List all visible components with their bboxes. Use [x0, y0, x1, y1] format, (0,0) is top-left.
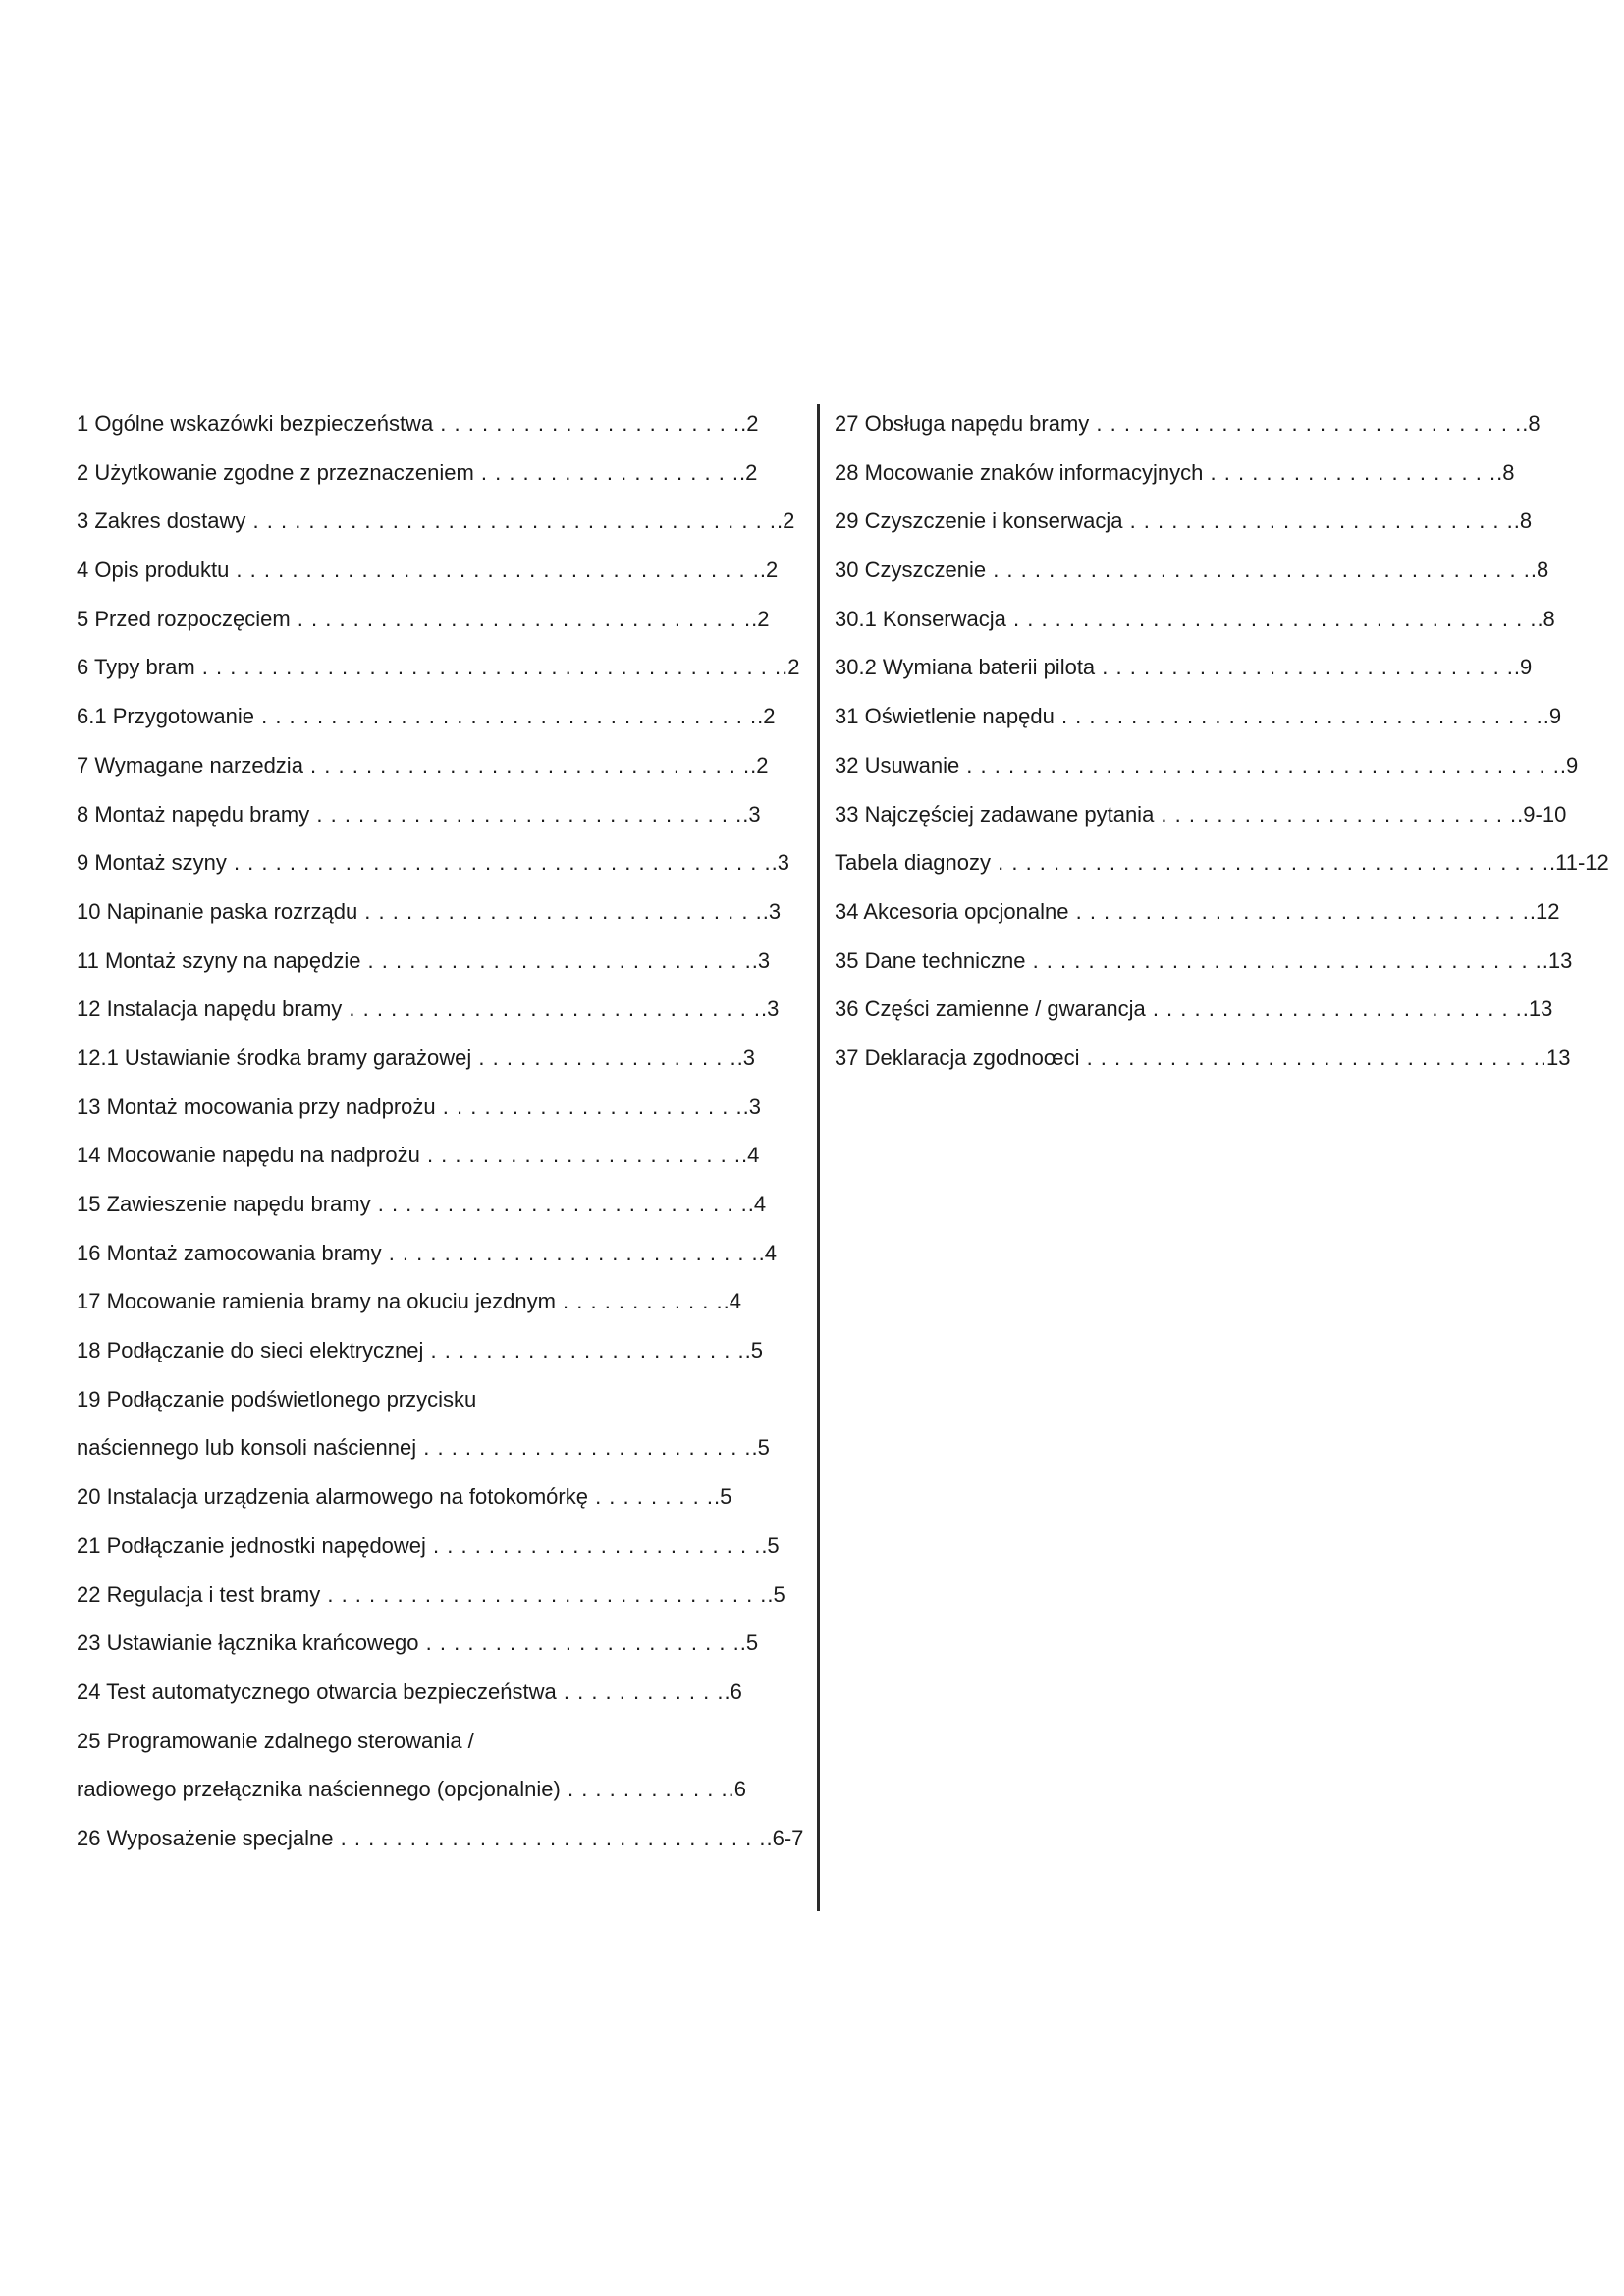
toc-entry [835, 697, 1562, 746]
toc-entry-title: 35 Dane techniczne [835, 947, 1026, 973]
toc-entry [77, 843, 789, 892]
toc-entry-leader: . . . . . . . . . . . . . . . . . . . . . . . [423, 1338, 745, 1363]
toc-entry-leader: . . . . . . . . . . . . . . . . . . . . . . [435, 1094, 743, 1119]
toc-entry-page: .2 [740, 411, 759, 436]
toc-entry-page: .3 [742, 801, 761, 827]
toc-entry-title: 11 Montaż szyny na napędzie [77, 947, 361, 973]
toc-entry-leader: . . . . . . . . . . . . . . . . . . . . . . . . . . . . . . . . . . . . . . . . . . [194, 655, 783, 680]
toc-entry-page: .13 [1540, 1044, 1571, 1070]
toc-entry-title: 12 Instalacja napędu bramy [77, 996, 343, 1022]
toc-entry-leader: . . . . . . . . . . . . [555, 1289, 724, 1314]
toc-entry [77, 404, 759, 454]
toc-entry-leader: . . . . . . . . . [587, 1484, 714, 1510]
toc-entry [77, 746, 769, 795]
toc-entry-leader: . . . . . . . . . . . . . . . . . . . [473, 459, 740, 485]
toc-entry [77, 795, 761, 844]
toc-entry [835, 454, 1542, 503]
toc-entry-leader: . . . . . . . . . . . . . . . . . . . . . . . . . . . . . . . . . . . . . . . . [991, 850, 1549, 876]
toc-entry [77, 648, 800, 697]
toc-entry-leader: . . . . . . . . . . . . . . . . . . . . . . . . . . . [381, 1240, 759, 1265]
toc-entry-title: Tabela diagnozy [835, 850, 992, 876]
toc-entry-leader: . . . . . . . . . . . . [560, 1777, 729, 1802]
toc-entry-leader: . . . . . . . . . . . . . . . . . . . . . . . . . . . . . . . [333, 1825, 767, 1850]
toc-entry [835, 843, 1609, 892]
toc-entry [77, 600, 770, 649]
toc-entry-title: 15 Zawieszenie napędu bramy [77, 1192, 371, 1216]
toc-entry-title: 20 Instalacja urządzenia alarmowego na fotokomórkę [77, 1484, 588, 1510]
toc-entry-leader: . . . . . . . . . . . . . . . . . . . . . . . . . . . . . . . . [302, 752, 751, 777]
toc-entry [77, 697, 776, 746]
toc-entry-title: naściennego lub konsoli naściennej [77, 1435, 417, 1461]
toc-entry [77, 1770, 744, 1819]
toc-entry [835, 892, 1560, 941]
toc-entry-title: 14 Mocowanie napędu na nadprożu [77, 1143, 420, 1168]
toc-entry-title: 37 Deklaracja zgodnoœci [835, 1044, 1080, 1070]
toc-entry [77, 1380, 744, 1429]
toc-entry [77, 892, 782, 941]
toc-entry-title: 29 Czyszczenie i konserwacja [835, 508, 1123, 534]
toc-entry-leader: . . . . . . . . . . . . . . . . . . . . . . . . . . . . . . . . . [1068, 898, 1530, 924]
toc-entry-page: .3 [736, 1044, 755, 1070]
toc-entry [77, 1526, 780, 1575]
toc-entry-leader: . . . . . . . . . . . . . . . . . . . . . . [433, 411, 741, 436]
toc-entry-leader: . . . . . . . . . . . . . . . . . . . . . . . . . . . . . . . . [320, 1581, 768, 1607]
toc-entry-page: .2 [739, 459, 758, 485]
toc-entry-leader: . . . . . . . . . . . . . . . . . . . . . . . . . . . . . . . . . . . [1054, 704, 1543, 729]
toc-entry-page: .8 [1530, 558, 1549, 583]
toc-entry-title: 8 Montaż napędu bramy [77, 801, 310, 827]
toc-entry [835, 551, 1549, 600]
toc-entry-page: .3 [742, 1094, 761, 1119]
toc-entry-title: 10 Napinanie paska rozrządu [77, 898, 358, 924]
toc-entry-page: .2 [750, 752, 769, 777]
toc-entry [835, 600, 1555, 649]
toc-entry-leader: . . . . . . . . . . . . . . . . . . . . . . . . . . . . . . . . . . . . . . [1005, 606, 1538, 631]
toc-entry-page: .2 [759, 558, 779, 583]
toc-entry [835, 502, 1542, 551]
toc-entry-title: 23 Ustawianie łącznika krańcowego [77, 1630, 419, 1656]
toc-entry-page: .2 [751, 606, 770, 631]
toc-entry-title: 7 Wymagane narzedzia [77, 752, 303, 777]
toc-entry [77, 1136, 760, 1185]
toc-entry [77, 1575, 785, 1625]
toc-left-column [77, 404, 804, 1868]
toc-entry-title: 12.1 Ustawianie środka bramy garażowej [77, 1044, 472, 1070]
toc-entry-page: .12 [1529, 898, 1560, 924]
toc-entry-title: 2 Użytkowanie zgodne z przeznaczeniem [77, 459, 474, 485]
toc-entry [77, 1039, 755, 1088]
toc-entry-page: .6 [728, 1777, 746, 1802]
toc-entry-leader: . . . . . . . . . . . . . . . . . . . . . . . . . . . . . . . . . . . . . . [229, 558, 760, 583]
toc-entry-title: 30.1 Konserwacja [835, 606, 1006, 631]
toc-entry [77, 454, 758, 503]
toc-entry-leader: . . . . . . . . . . . . . . . . . . . . . . . . [425, 1532, 762, 1558]
toc-entry-page: .5 [767, 1581, 785, 1607]
toc-entry-page: .6 [724, 1679, 742, 1704]
toc-entry [835, 1039, 1571, 1088]
toc-entry-title: 28 Mocowanie znaków informacyjnych [835, 459, 1204, 485]
toc-entry [77, 1331, 763, 1380]
toc-entry [77, 1185, 767, 1234]
toc-entry-page: .4 [747, 1192, 767, 1216]
toc-entry [835, 404, 1542, 454]
toc-entry-title: 16 Montaż zamocowania bramy [77, 1240, 382, 1265]
toc-entry-page: .5 [761, 1532, 780, 1558]
toc-entry-leader: . . . . . . . . . . . . . . . . . . . . . . . . [416, 1435, 752, 1461]
toc-entry-leader: . . . . . . . . . . . . . . . . . . . . . . . . . . . . . . [342, 996, 762, 1022]
toc-entry-leader: . . . . . . . . . . . . . . . . . . . . . . . . . . . . . . . . . [290, 606, 752, 631]
toc-entry [835, 795, 1567, 844]
toc-entry-title: 21 Podłączanie jednostki napędowej [77, 1532, 426, 1558]
toc-entry-page: .9 [1513, 655, 1533, 680]
toc-entry [835, 989, 1553, 1039]
toc-entry [77, 551, 779, 600]
toc-entry-page: .11-12 [1549, 850, 1609, 876]
toc-entry-title: 6 Typy bram [77, 655, 195, 680]
toc-entry-title: 25 Programowanie zdalnego sterowania / [77, 1728, 474, 1753]
toc-entry-title: 9 Montaż szyny [77, 850, 227, 876]
toc-entry-leader: . . . . . . . . . . . . . . . . . . . . . . . . . . . [1145, 996, 1523, 1022]
toc-entry-page: .4 [758, 1240, 778, 1265]
toc-entry-title: 18 Podłączanie do sieci elektrycznej [77, 1338, 424, 1363]
toc-entry-page: .4 [741, 1143, 760, 1168]
toc-entry-leader: . . . . . . . . . . . . . . . . . . . . . . . [418, 1630, 740, 1656]
toc-entry-leader: . . . . . . . . . . . . . . . . . . . . . . . [419, 1143, 741, 1168]
toc-entry-title: 24 Test automatycznego otwarcia bezpieczeństwa [77, 1679, 557, 1704]
toc-entry-title: 26 Wyposażenie specjalne [77, 1825, 334, 1850]
toc-entry [77, 1673, 744, 1722]
toc-entry [77, 502, 795, 551]
toc-entry-leader: . . . . . . . . . . . . . . . . . . . . . . . . . . . . . [357, 898, 763, 924]
toc-entry-leader: . . . . . . . . . . . . . . . . . . . . . . . . . . . . . . . . . . . . [254, 704, 758, 729]
toc-entry [835, 746, 1579, 795]
toc-entry-title: 17 Mocowanie ramienia bramy na okuciu jezdnym [77, 1289, 556, 1314]
toc-entry-leader: . . . . . . . . . . . . . . . . . . . . . [1203, 459, 1497, 485]
toc-entry-page: .2 [782, 655, 800, 680]
column-divider [817, 404, 820, 1911]
toc-entry [77, 1234, 778, 1283]
toc-entry-title: 19 Podłączanie podświetlonego przycisku [77, 1386, 477, 1412]
toc-entry-leader: . . . . . . . . . . . . . . . . . . . . . . . . . . . . . . . [1089, 411, 1523, 436]
toc-entry-title: 6.1 Przygotowanie [77, 704, 254, 729]
toc-entry [835, 941, 1573, 990]
toc-right-column [835, 404, 1609, 1088]
toc-entry [77, 1624, 759, 1673]
toc-entry-page: .9 [1543, 704, 1562, 729]
toc-entry-page: .8 [1496, 459, 1515, 485]
toc-entry-page: .2 [757, 704, 776, 729]
toc-entry-page: .5 [744, 1338, 763, 1363]
toc-entry-title: 30.2 Wymiana baterii pilota [835, 655, 1096, 680]
toc-entry-title: 5 Przed rozpoczęciem [77, 606, 291, 631]
toc-entry-title: 33 Najczęściej zadawane pytania [835, 801, 1155, 827]
toc-entry-leader: . . . . . . . . . . . . . . . . . . . . . . . . . . . . . . . . . . . . . . [245, 508, 777, 534]
toc-entry-page: .5 [751, 1435, 770, 1461]
toc-entry-page: .3 [761, 996, 780, 1022]
toc-entry-leader: . . . . . . . . . . . . . . . . . . . . . . . . . . . . . . [1095, 655, 1514, 680]
toc-entry-leader: . . . . . . . . . . . . [556, 1679, 725, 1704]
toc-entry-title: 31 Oświetlenie napędu [835, 704, 1055, 729]
toc-entry-page: .5 [739, 1630, 759, 1656]
toc-entry-title: 34 Akcesoria opcjonalne [835, 898, 1069, 924]
toc-entry-leader: . . . . . . . . . . . . . . . . . . . . . . . . . . . . [1122, 508, 1514, 534]
toc-entry-page: .13 [1542, 947, 1573, 973]
toc-entry [835, 648, 1542, 697]
toc-entry-leader: . . . . . . . . . . . . . . . . . . . . . . . . . . . . . . . . . . . . . . . [226, 850, 772, 876]
toc-entry [77, 1477, 744, 1526]
toc-entry-page: .9 [1559, 752, 1579, 777]
toc-entry-leader: . . . . . . . . . . . . . . . . . . . . . . . . . . . . . . . . . [1079, 1044, 1541, 1070]
toc-entry-page: .3 [762, 898, 782, 924]
toc-entry-leader: . . . . . . . . . . . . . . . . . . . . . . . . . . . . . . . [309, 801, 743, 827]
toc-entry-leader: . . . . . . . . . . . . . . . . . . . . . . . . . . . . . . . . . . . . . [1025, 947, 1543, 973]
toc-entry-title: radiowego przełącznika naściennego (opcjonalnie) [77, 1777, 561, 1802]
toc-entry [77, 1088, 761, 1137]
toc-entry-page: .13 [1522, 996, 1553, 1022]
toc-entry-title: 22 Regulacja i test bramy [77, 1581, 321, 1607]
toc-entry-title: 27 Obsługa napędu bramy [835, 411, 1090, 436]
toc-entry-leader: . . . . . . . . . . . . . . . . . . . . . . . . . . . [370, 1192, 748, 1216]
toc-entry-leader: . . . . . . . . . . . . . . . . . . . [471, 1044, 737, 1070]
toc-entry [77, 941, 771, 990]
toc-entry-page: .6-7 [766, 1825, 804, 1850]
toc-entry-leader: . . . . . . . . . . . . . . . . . . . . . . . . . . . . . . . . . . . . . . . . . . . [959, 752, 1560, 777]
toc-entry-page: .8 [1537, 606, 1555, 631]
toc-entry-leader: . . . . . . . . . . . . . . . . . . . . . . . . . . . . . . . . . . . . . . . [986, 558, 1531, 583]
toc-entry-page: .9-10 [1517, 801, 1567, 827]
toc-entry [77, 1428, 770, 1477]
toc-entry-page: .4 [723, 1289, 741, 1314]
toc-entry-leader: . . . . . . . . . . . . . . . . . . . . . . . . . . [1154, 801, 1518, 827]
toc-entry-page: .2 [776, 508, 795, 534]
toc-entry-title: 13 Montaż mocowania przy nadprożu [77, 1094, 436, 1119]
toc-entry-title: 1 Ogólne wskazówki bezpieczeństwa [77, 411, 434, 436]
toc-entry-title: 30 Czyszczenie [835, 558, 987, 583]
toc-entry-page: .8 [1522, 411, 1541, 436]
toc-entry-page: .5 [714, 1484, 732, 1510]
toc-entry [77, 989, 780, 1039]
toc-entry-title: 4 Opis produktu [77, 558, 230, 583]
toc-entry-title: 3 Zakres dostawy [77, 508, 246, 534]
toc-entry-leader: . . . . . . . . . . . . . . . . . . . . . . . . . . . . [360, 947, 752, 973]
toc-entry [77, 1282, 744, 1331]
toc-entry-title: 36 Części zamienne / gwarancja [835, 996, 1146, 1022]
toc-entry-page: .3 [771, 850, 789, 876]
toc-entry [77, 1722, 744, 1771]
toc-entry [77, 1819, 804, 1868]
toc-entry-page: .3 [751, 947, 771, 973]
toc-entry-title: 32 Usuwanie [835, 752, 960, 777]
toc-entry-page: .8 [1513, 508, 1533, 534]
